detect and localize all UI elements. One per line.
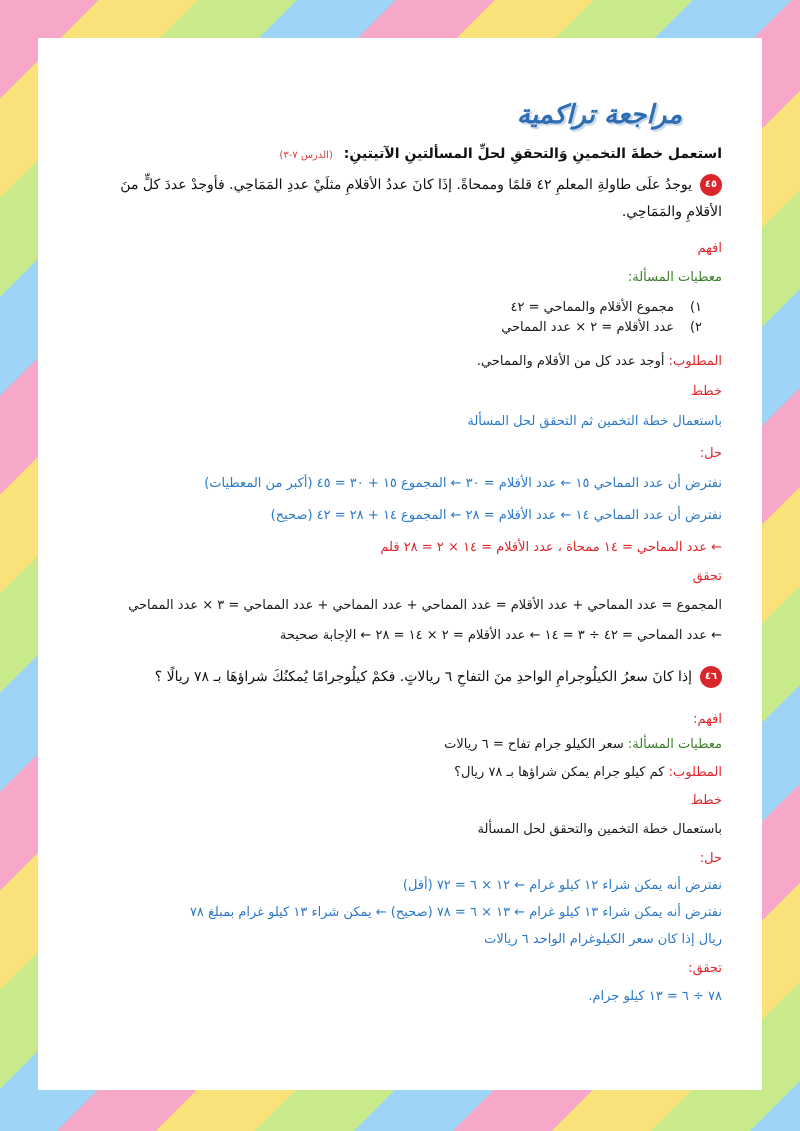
- question-45-line2: الأقلامِ والمَمَاحِي.: [621, 204, 722, 220]
- q45-plan-heading: خطط: [690, 384, 722, 399]
- q45-solve-line1: نفترض أن عدد المماحي ١٥ ← عدد الأقلام = ٣٠ ← المجموع ١٥ + ٣٠ = ٤٥ (أكبر من المعطيات): [204, 476, 722, 491]
- q46-required: [82, 765, 722, 780]
- question-45-line1: يوجدُ علَى طاولةِ المعلمِ ٤٢ قلمًا وممحاةً. إذَا كانَ عددُ الأقلامِ مثلَيْ عددِ المَمَاحِي. فأوجدْ عددَ كلٍّ منَ: [120, 177, 692, 193]
- q45-check-heading: تحقق: [692, 569, 722, 584]
- givens-label: معطيات المسألة:: [627, 737, 722, 752]
- q45-givens-list: [82, 298, 702, 338]
- q45-required: [82, 354, 722, 369]
- q46-solve-line3: ريال إذا كان سعر الكيلوغرام الواحد ٦ ريالات: [484, 932, 722, 947]
- q46-solve-heading: حل:: [699, 851, 722, 866]
- question-number-badge: ٤٦: [700, 666, 722, 688]
- question-45: [82, 172, 722, 226]
- q46-check-heading: تحقق:: [688, 961, 722, 976]
- required-label: المطلوب:: [668, 354, 722, 369]
- q45-plan-text: باستعمال خطة التخمين ثم التحقق لحل المسألة: [467, 414, 722, 429]
- q46-check-text: ٧٨ ÷ ٦ = ١٣ كيلو جرام.: [588, 989, 722, 1004]
- q46-plan-text: باستعمال خطة التخمين والتحقق لحل المسألة: [477, 822, 722, 837]
- q46-understand-heading: افهم:: [693, 712, 722, 727]
- required-text: أوجد عدد كل من الأقلام والمماحي.: [476, 354, 665, 369]
- givens-text: سعر الكيلو جرام تفاح = ٦ ريالات: [444, 737, 624, 752]
- list-item: ٢)عدد الأقلام = ٢ × عدد المماحي: [501, 320, 702, 335]
- q45-understand-heading: افهم: [697, 241, 722, 256]
- q46-plan-heading: خطط: [690, 793, 722, 808]
- question-46: [82, 664, 722, 691]
- page-title: مراجعة تراكمية: [516, 100, 682, 130]
- required-label: المطلوب:: [668, 765, 722, 780]
- list-item: ١)مجموع الأقلام والمماحي = ٤٢: [510, 300, 702, 315]
- q45-answer: ← عدد المماحي = ١٤ ممحاة ، عدد الأقلام = ١٤ × ٢ = ٢٨ قلم: [380, 540, 722, 555]
- q45-check-line2: ← عدد المماحي = ٤٢ ÷ ٣ = ١٤ ← عدد الأقلام = ٢ × ١٤ = ٢٨ ← الإجابة صحيحة: [279, 628, 722, 643]
- instruction-text: استعمل خطةَ التخمينِ وَالتحققِ لحلِّ المسألتينِ الآتيتينِ:: [343, 146, 722, 162]
- lesson-reference: (الدرس ٧-٣): [279, 150, 333, 161]
- q46-solve-line2: نفترض أنه يمكن شراء ١٣ كيلو غرام ← ١٣ × ٦ = ٧٨ (صحيح) ← يمكن شراء ١٣ كيلو غرام بمبلغ ٧٨: [189, 905, 722, 920]
- title-banner: [517, 100, 682, 130]
- worksheet-page: [38, 38, 762, 1090]
- question-46-line1: إذا كانَ سعرُ الكيلُوجرامِ الواحدِ منَ التفاحِ ٦ ريالاتٍ. فكمْ كيلُوجرامًا يُمكنُكَ شراؤهَا بـ ٧٨ ريالًا ؟: [154, 669, 692, 685]
- q45-solve-line2: نفترض أن عدد المماحي ١٤ ← عدد الأقلام = ٢٨ ← المجموع ١٤ + ٢٨ = ٤٢ (صحيح): [270, 508, 722, 523]
- required-text: كم كيلو جرام يمكن شراؤها بـ ٧٨ ريال؟: [454, 765, 665, 780]
- q46-solve-line1: نفترض أنه يمكن شراء ١٢ كيلو غرام ← ١٢ × ٦ = ٧٢ (أقل): [402, 878, 722, 893]
- q45-givens-label: معطيات المسألة:: [627, 270, 722, 285]
- question-number-badge: ٤٥: [700, 174, 722, 196]
- q45-solve-heading: حل:: [699, 446, 722, 461]
- instruction-line: [82, 146, 722, 162]
- q46-givens: [82, 737, 722, 752]
- q45-check-line1: المجموع = عدد المماحي + عدد الأقلام = عدد المماحي + عدد المماحي + عدد المماحي = ٣ × عدد المماحي: [128, 598, 722, 613]
